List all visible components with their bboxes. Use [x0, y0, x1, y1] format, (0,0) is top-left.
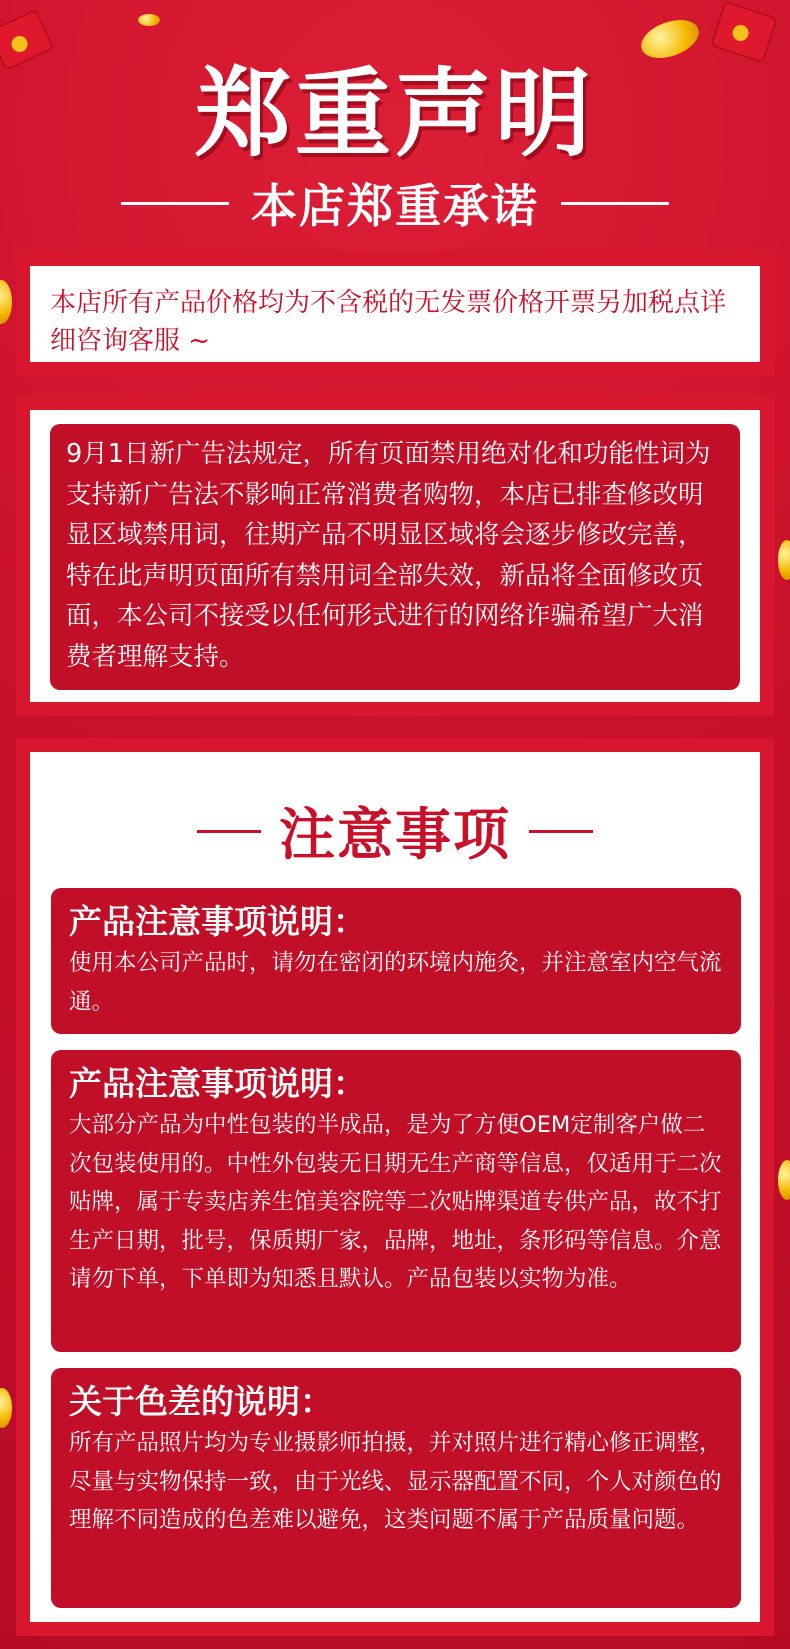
divider-line-right: [529, 830, 593, 833]
page-title: 郑重声明: [195, 58, 595, 170]
ad-law-box: [50, 424, 740, 690]
notice-section-title: 注意事项: [279, 803, 511, 868]
notice-panel: [16, 738, 774, 1636]
tax-notice-text: 本店所有产品价格均为不含税的无发票价格开票另加税点详细咨询客服 ~: [50, 288, 727, 356]
ad-law-text: 9月1日新广告法规定，所有页面禁用绝对化和功能性词为支持新广告法不影响正常消费者购物，本店已排查修改明显区域禁用词，往期产品不明显区域将会逐步修改完善，特在此声明页面所有禁用词全部失效，新品将全面修改页面，本公司不接受以任何形式进行的网络诈骗希望广大消费者理解支持。: [66, 439, 711, 672]
notice-item-color-difference: [51, 1368, 741, 1608]
notice-item-packaging: [51, 1050, 741, 1352]
divider-line-left: [197, 830, 261, 833]
divider-line-right: [561, 202, 669, 205]
notice-title-row: [30, 796, 760, 866]
notice-item-body: 所有产品照片均为专业摄影师拍摄，并对照片进行精心修正调整，尽量与实物保持一致，由于光线、显示器配置不同，个人对颜色的理解不同造成的色差难以避免，这类问题不属于产品质量问题。: [69, 1430, 722, 1533]
notice-item-title: 产品注意事项说明：: [69, 1064, 366, 1103]
subtitle: 本店郑重承诺: [251, 179, 539, 233]
subtitle-row: [0, 168, 790, 238]
gold-coin-decoration: [778, 1160, 790, 1200]
gold-coin-decoration: [138, 14, 160, 26]
notice-item-body: 大部分产品为中性包装的半成品，是为了方便OEM定制客户做二次包装使用的。中性外包装无日期无生产商等信息，仅适用于二次贴牌，属于专卖店养生馆美容院等二次贴牌渠道专供产品，故不打生产日期，批号，保质期厂家，品牌，地址，条形码等信息。介意请勿下单，下单即为知悉且默认。产品包装以实物为准。: [69, 1112, 722, 1292]
notice-item-body: 使用本公司产品时，请勿在密闭的环境内施灸，并注意室内空气流通。: [69, 950, 722, 1015]
notice-item-usage: [51, 888, 741, 1034]
gold-coin-decoration: [778, 540, 790, 580]
notice-item-title: 关于色差的说明：: [69, 1382, 333, 1421]
notice-item-title: 产品注意事项说明：: [69, 902, 366, 941]
tax-notice-panel: [16, 252, 774, 376]
ad-law-panel: [16, 396, 774, 716]
divider-line-left: [121, 202, 229, 205]
